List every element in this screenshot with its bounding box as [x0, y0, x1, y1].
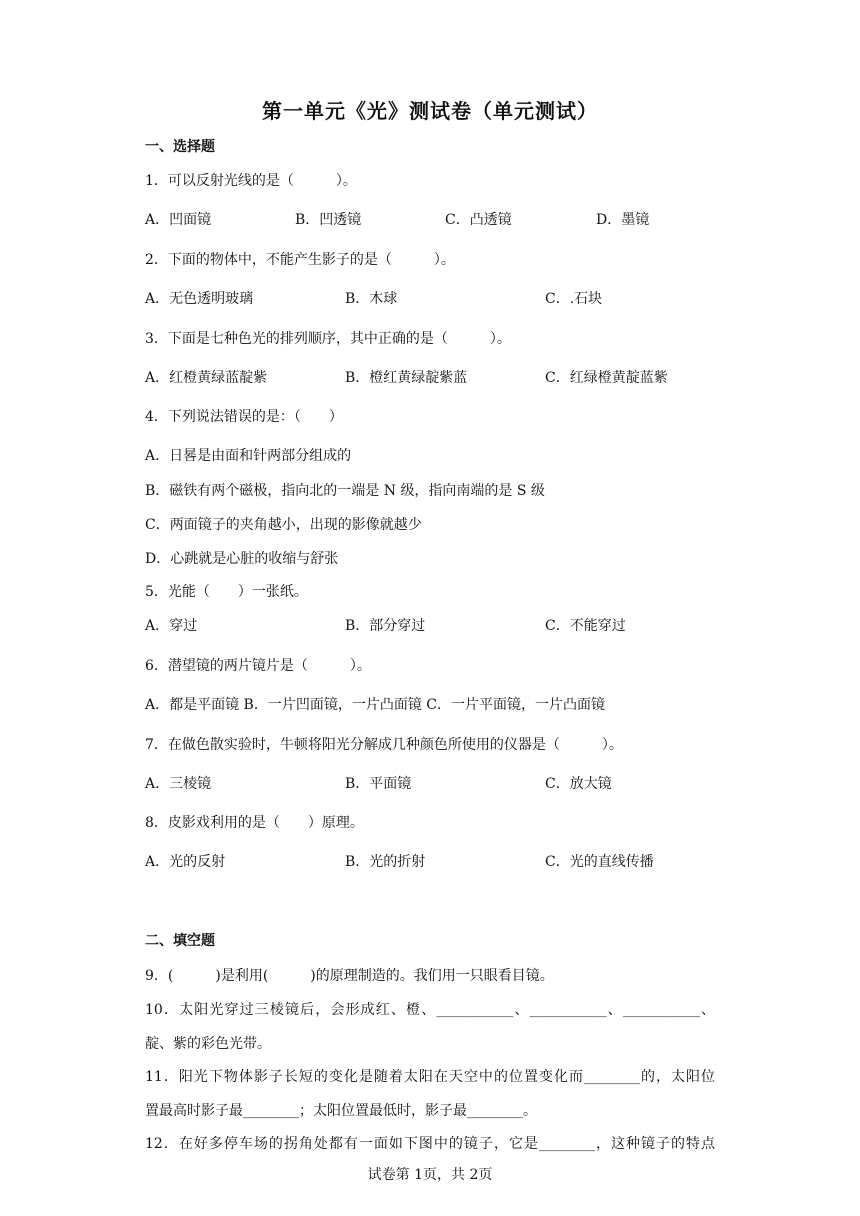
question-4-option-b: B．磁铁有两个磁极，指向北的一端是 N 级，指向南端的是 S 级: [145, 483, 545, 499]
question-8-option-b: B．光的折射: [345, 854, 426, 870]
question-11-line-2: 置最高时影子最________；太阳位置最低时，影子最________。: [145, 1103, 537, 1119]
question-1-stem: 1．可以反射光线的是（ ）。: [145, 173, 357, 189]
question-1-option-c: C．凸透镜: [445, 212, 512, 228]
question-2-option-b: B．木球: [345, 291, 398, 307]
question-10-line-1: 10．太阳光穿过三棱镜后，会形成红、橙、___________、___________、___________、: [145, 1002, 715, 1018]
question-2-stem: 2．下面的物体中，不能产生影子的是（ ）。: [145, 252, 455, 268]
question-6-stem: 6．潜望镜的两片镜片是（ ）。: [145, 658, 371, 674]
question-7-option-b: B．平面镜: [345, 776, 412, 792]
question-4-option-a: A．日晷是由面和针两部分组成的: [145, 448, 352, 464]
question-4-option-c: C．两面镜子的夹角越小，出现的影像就越少: [145, 517, 422, 533]
question-7-stem: 7．在做色散实验时，牛顿将阳光分解成几种颜色所使用的仪器是（ ）。: [145, 737, 623, 753]
question-7-option-c: C．放大镜: [545, 776, 612, 792]
question-8-option-c: C．光的直线传播: [545, 854, 654, 870]
question-1-option-d: D．墨镜: [596, 212, 650, 228]
question-1-option-a: A．凹面镜: [145, 212, 212, 228]
question-5-stem: 5．光能（ ）一张纸。: [145, 584, 308, 600]
section-heading-fill: 二、填空题: [145, 933, 215, 949]
question-5-option-c: C．不能穿过: [545, 618, 626, 634]
question-11-line-1: 11．阳光下物体影子长短的变化是随着太阳在天空中的位置变化而________的，太阳位: [145, 1069, 715, 1085]
question-2-option-a: A．无色透明玻璃: [145, 291, 254, 307]
question-1-option-b: B．凹透镜: [295, 212, 362, 228]
section-heading-choice: 一、选择题: [145, 139, 215, 155]
question-3-option-a: A．红橙黄绿蓝靛紫: [145, 370, 268, 386]
question-3-option-c: C．红绿橙黄靛蓝紫: [545, 370, 668, 386]
question-2-option-c: C．.石块: [545, 291, 603, 307]
question-8-stem: 8．皮影戏利用的是（ ）原理。: [145, 815, 364, 831]
question-5-option-b: B．部分穿过: [345, 618, 426, 634]
question-5-option-a: A．穿过: [145, 618, 198, 634]
question-4-stem: 4．下列说法错误的是：（ ）: [145, 409, 343, 425]
question-3-option-b: B．橙红黄绿靛紫蓝: [345, 370, 468, 386]
question-10-line-2: 靛、紫的彩色光带。: [145, 1036, 271, 1052]
question-9-text: 9．( )是利用( )的原理制造的。我们用一只眼看目镜。: [145, 968, 554, 984]
page-footer: 试卷第 1页，共 2页: [367, 1167, 493, 1183]
question-3-stem: 3．下面是七种色光的排列顺序，其中正确的是（ ）。: [145, 331, 511, 347]
question-6-options: A．都是平面镜 B．一片凹面镜，一片凸面镜 C．一片平面镜，一片凸面镜: [145, 697, 606, 713]
page-title: 第一单元《光》测试卷（单元测试）: [262, 99, 598, 123]
question-7-option-a: A．三棱镜: [145, 776, 212, 792]
question-4-option-d: D．心跳就是心脏的收缩与舒张: [145, 551, 339, 567]
question-8-option-a: A．光的反射: [145, 854, 226, 870]
question-12-line-1: 12．在好多停车场的拐角处都有一面如下图中的镜子，它是________，这种镜子的特点: [145, 1136, 715, 1152]
